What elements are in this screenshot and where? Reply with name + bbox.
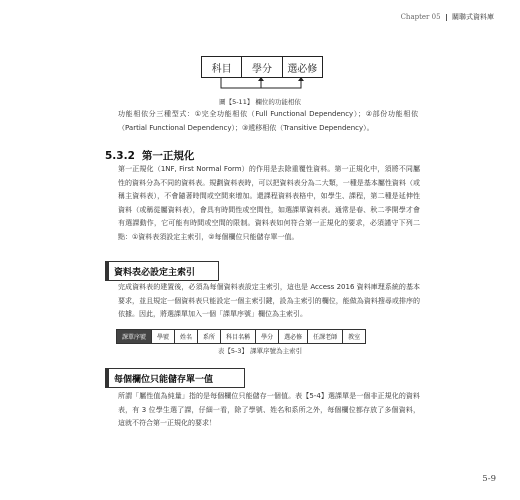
table-header-cell: 教室	[342, 330, 365, 343]
figure-cell-subject: 科目	[211, 63, 232, 75]
table-header-cell: 姓名	[174, 330, 197, 343]
table-header-cell: 學分	[255, 330, 278, 343]
subhead-primary-key: 資料表必設定主索引	[105, 261, 219, 281]
table-header-cell: 系所	[197, 330, 220, 343]
table-header-cell: 科目名稱	[220, 330, 255, 343]
section-number: 5.3.2	[105, 150, 135, 162]
table-header-cell: 選必修	[278, 330, 307, 343]
chapter-title: 關聯式資料庫	[452, 13, 494, 21]
table-header-cell: 學號	[151, 330, 174, 343]
dependency-arrows	[201, 78, 321, 94]
primary-key-paragraph: 完成資料表的建置後，必須為每個資料表設定主索引，這也是 Access 2016 資料庫理系統的基本要求，並且規定一個資料表只能設定一個主索引鍵，設為主索引的欄位，能做為資料搜尋或排序的依據。因此，將選課單加入一個「課單序號」欄位為主索引。	[118, 283, 420, 318]
single-value-paragraph: 所謂「屬性值為純量」指的是每個欄位只能儲存一個值。表【5-4】選課單是一個非正規化的資料表，有 3 位學生選了課，仔細一看，除了學號、姓名和系所之外，每個欄位都存放了多個資料，這就不符合第一正規化的要求！	[118, 392, 420, 427]
page-header	[401, 12, 494, 22]
chapter-label: Chapter 05	[400, 13, 441, 21]
section-title: 第一正規化	[141, 150, 195, 162]
figure-cell-elective: 選必修	[282, 57, 322, 77]
intro-paragraph: 功能相依分三種型式：①完全功能相依（Full Functional Dependency）；②部份功能相依（Partial Functional Dependency）；③遞移相依（Transitive Dependency）。	[118, 110, 418, 132]
header-divider	[446, 14, 447, 21]
section-paragraph: 第一正規化（1NF, First Normal Form）的作用是去除重覆性資料。第一正規化中，須將不同屬性的資料分為不同的資料表。規劃資料表時，可以把資料表分為二大類，一種是基本屬性資料（或稱主資料表），不會隨著時間或空間來增加。還課程資料表格中，如學生、課程，第二種是延伸性資料（或稱從屬資料表），會具有時間性或空間性，如選課單資料表。通常是春、秋二季開學才會有選課動作，它可能有時間或空間的限制。資料表如何符合第一正規化的要求，必須謹守下列二點：①資料表須設定主索引，②每個欄位只能儲存單一值。	[118, 165, 420, 241]
page-number: 5-9	[482, 474, 496, 484]
table-header-cell: 課單序號	[117, 330, 151, 343]
course-table	[116, 329, 366, 344]
figure-cell-credits: 學分	[241, 57, 281, 77]
figure-caption: 圖【5-11】 欄位的功能相依	[219, 98, 301, 106]
subhead-single-value: 每個欄位只能儲存單一值	[105, 368, 245, 388]
section-heading	[105, 148, 194, 163]
table-caption: 表【5-3】 課單序號為主索引	[217, 347, 303, 355]
table-header-cell: 任課老師	[307, 330, 342, 343]
dependency-figure	[201, 56, 323, 78]
